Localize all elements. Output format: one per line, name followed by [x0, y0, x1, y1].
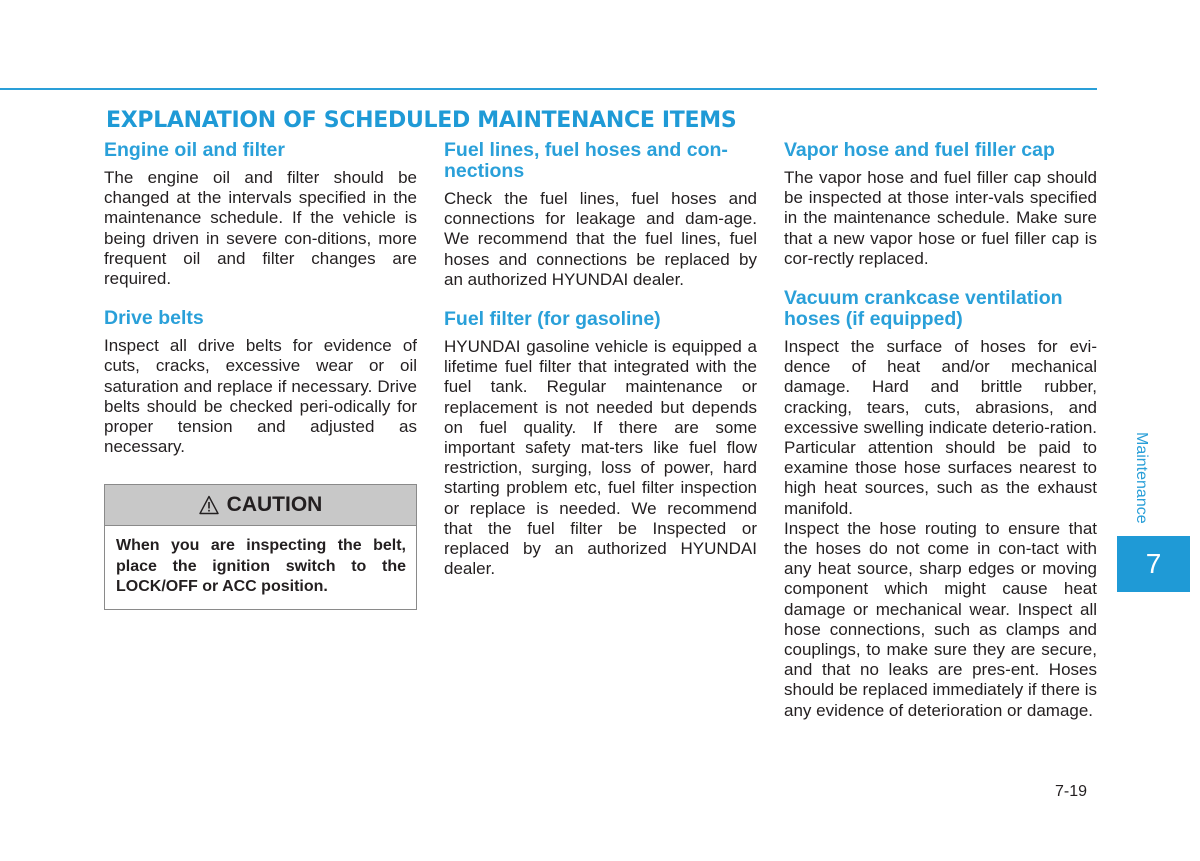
engine-oil-text: The engine oil and filter should be changed at the intervals specified in the maintenance schedule. If the vehicle is being driven in severe con-ditions, more frequent oil and filter changes are required.: [104, 168, 417, 289]
page-number: 7-19: [1055, 783, 1088, 800]
chapter-side-label-text: Maintenance: [1133, 432, 1150, 524]
vapor-hose-text: The vapor hose and fuel filler cap should be inspected at those inter-vals specified in the maintenance schedule. Make sure that a new vapor hose or fuel filler cap is cor-rectly replaced.: [784, 168, 1097, 268]
column-2: [444, 140, 757, 579]
fuel-filter-text: HYUNDAI gasoline vehicle is equipped a lifetime fuel filter that integrated with the fuel tank. Regular maintenance or replacement is not needed but depends on fuel quality. If there are some important safety mat-ters like fuel flow restriction, surging, loss of power, hard starting problem etc, fuel filter inspection or replace is needed. We recommend that the fuel filter be Inspected or replaced by an authorized HYUNDAI dealer.: [444, 337, 757, 579]
top-rule: [0, 88, 1097, 90]
caution-label: CAUTION: [226, 493, 323, 517]
vapor-hose-heading: Vapor hose and fuel filler cap: [784, 139, 1055, 161]
vacuum-crankcase-text-1: Inspect the surface of hoses for evi-dence of heat and/or mechanical damage. Hard and brittle rubber, cracking, tears, cuts, abrasions, and excessive swelling indicate deterio-ration. Particular attention should be paid to examine those hose surfaces nearest to high heat sources, such as the exhaust manifold.: [784, 337, 1097, 518]
column-1: [104, 140, 417, 610]
drive-belts-text: Inspect all drive belts for evidence of cuts, cracks, excessive wear or oil saturation and replace if necessary. Drive belts should be checked peri-odically for proper tension and adjusted as necessary.: [104, 336, 417, 457]
warning-triangle-icon: [199, 495, 219, 515]
engine-oil-heading: Engine oil and filter: [104, 139, 285, 161]
caution-text: When you are inspecting the belt, place the ignition switch to the LOCK/OFF or ACC position.: [116, 537, 406, 596]
fuel-lines-heading: Fuel lines, fuel hoses and con-nections: [444, 139, 728, 182]
drive-belts-heading: Drive belts: [104, 307, 204, 330]
chapter-side-label: [1128, 432, 1152, 537]
fuel-filter-heading: Fuel filter (for gasoline): [444, 308, 661, 331]
fuel-lines-text: Check the fuel lines, fuel hoses and connections for leakage and dam-age. We recommend that the fuel lines, fuel hoses and connections be replaced by an authorized HYUNDAI dealer.: [444, 189, 757, 289]
column-3: [784, 140, 1097, 721]
vacuum-crankcase-text-2: Inspect the hose routing to ensure that the hoses do not come in con-tact with any heat source, sharp edges or moving component which might cause heat damage or mechanical wear. Inspect all hose connections, such as clamps and couplings, to make sure they are secure, and that no leaks are pres-ent. Hoses should be replaced immediately if there is any evidence of deterioration or damage.: [784, 518, 1097, 720]
caution-box: [104, 484, 417, 610]
vacuum-crankcase-heading: Vacuum crankcase ventilation hoses (if equipped): [784, 287, 1063, 331]
chapter-number: 7: [1145, 548, 1162, 579]
chapter-tab: [1117, 536, 1190, 592]
caution-header: [105, 485, 416, 526]
page-title: EXPLANATION OF SCHEDULED MAINTENANCE ITEMS: [106, 108, 737, 133]
